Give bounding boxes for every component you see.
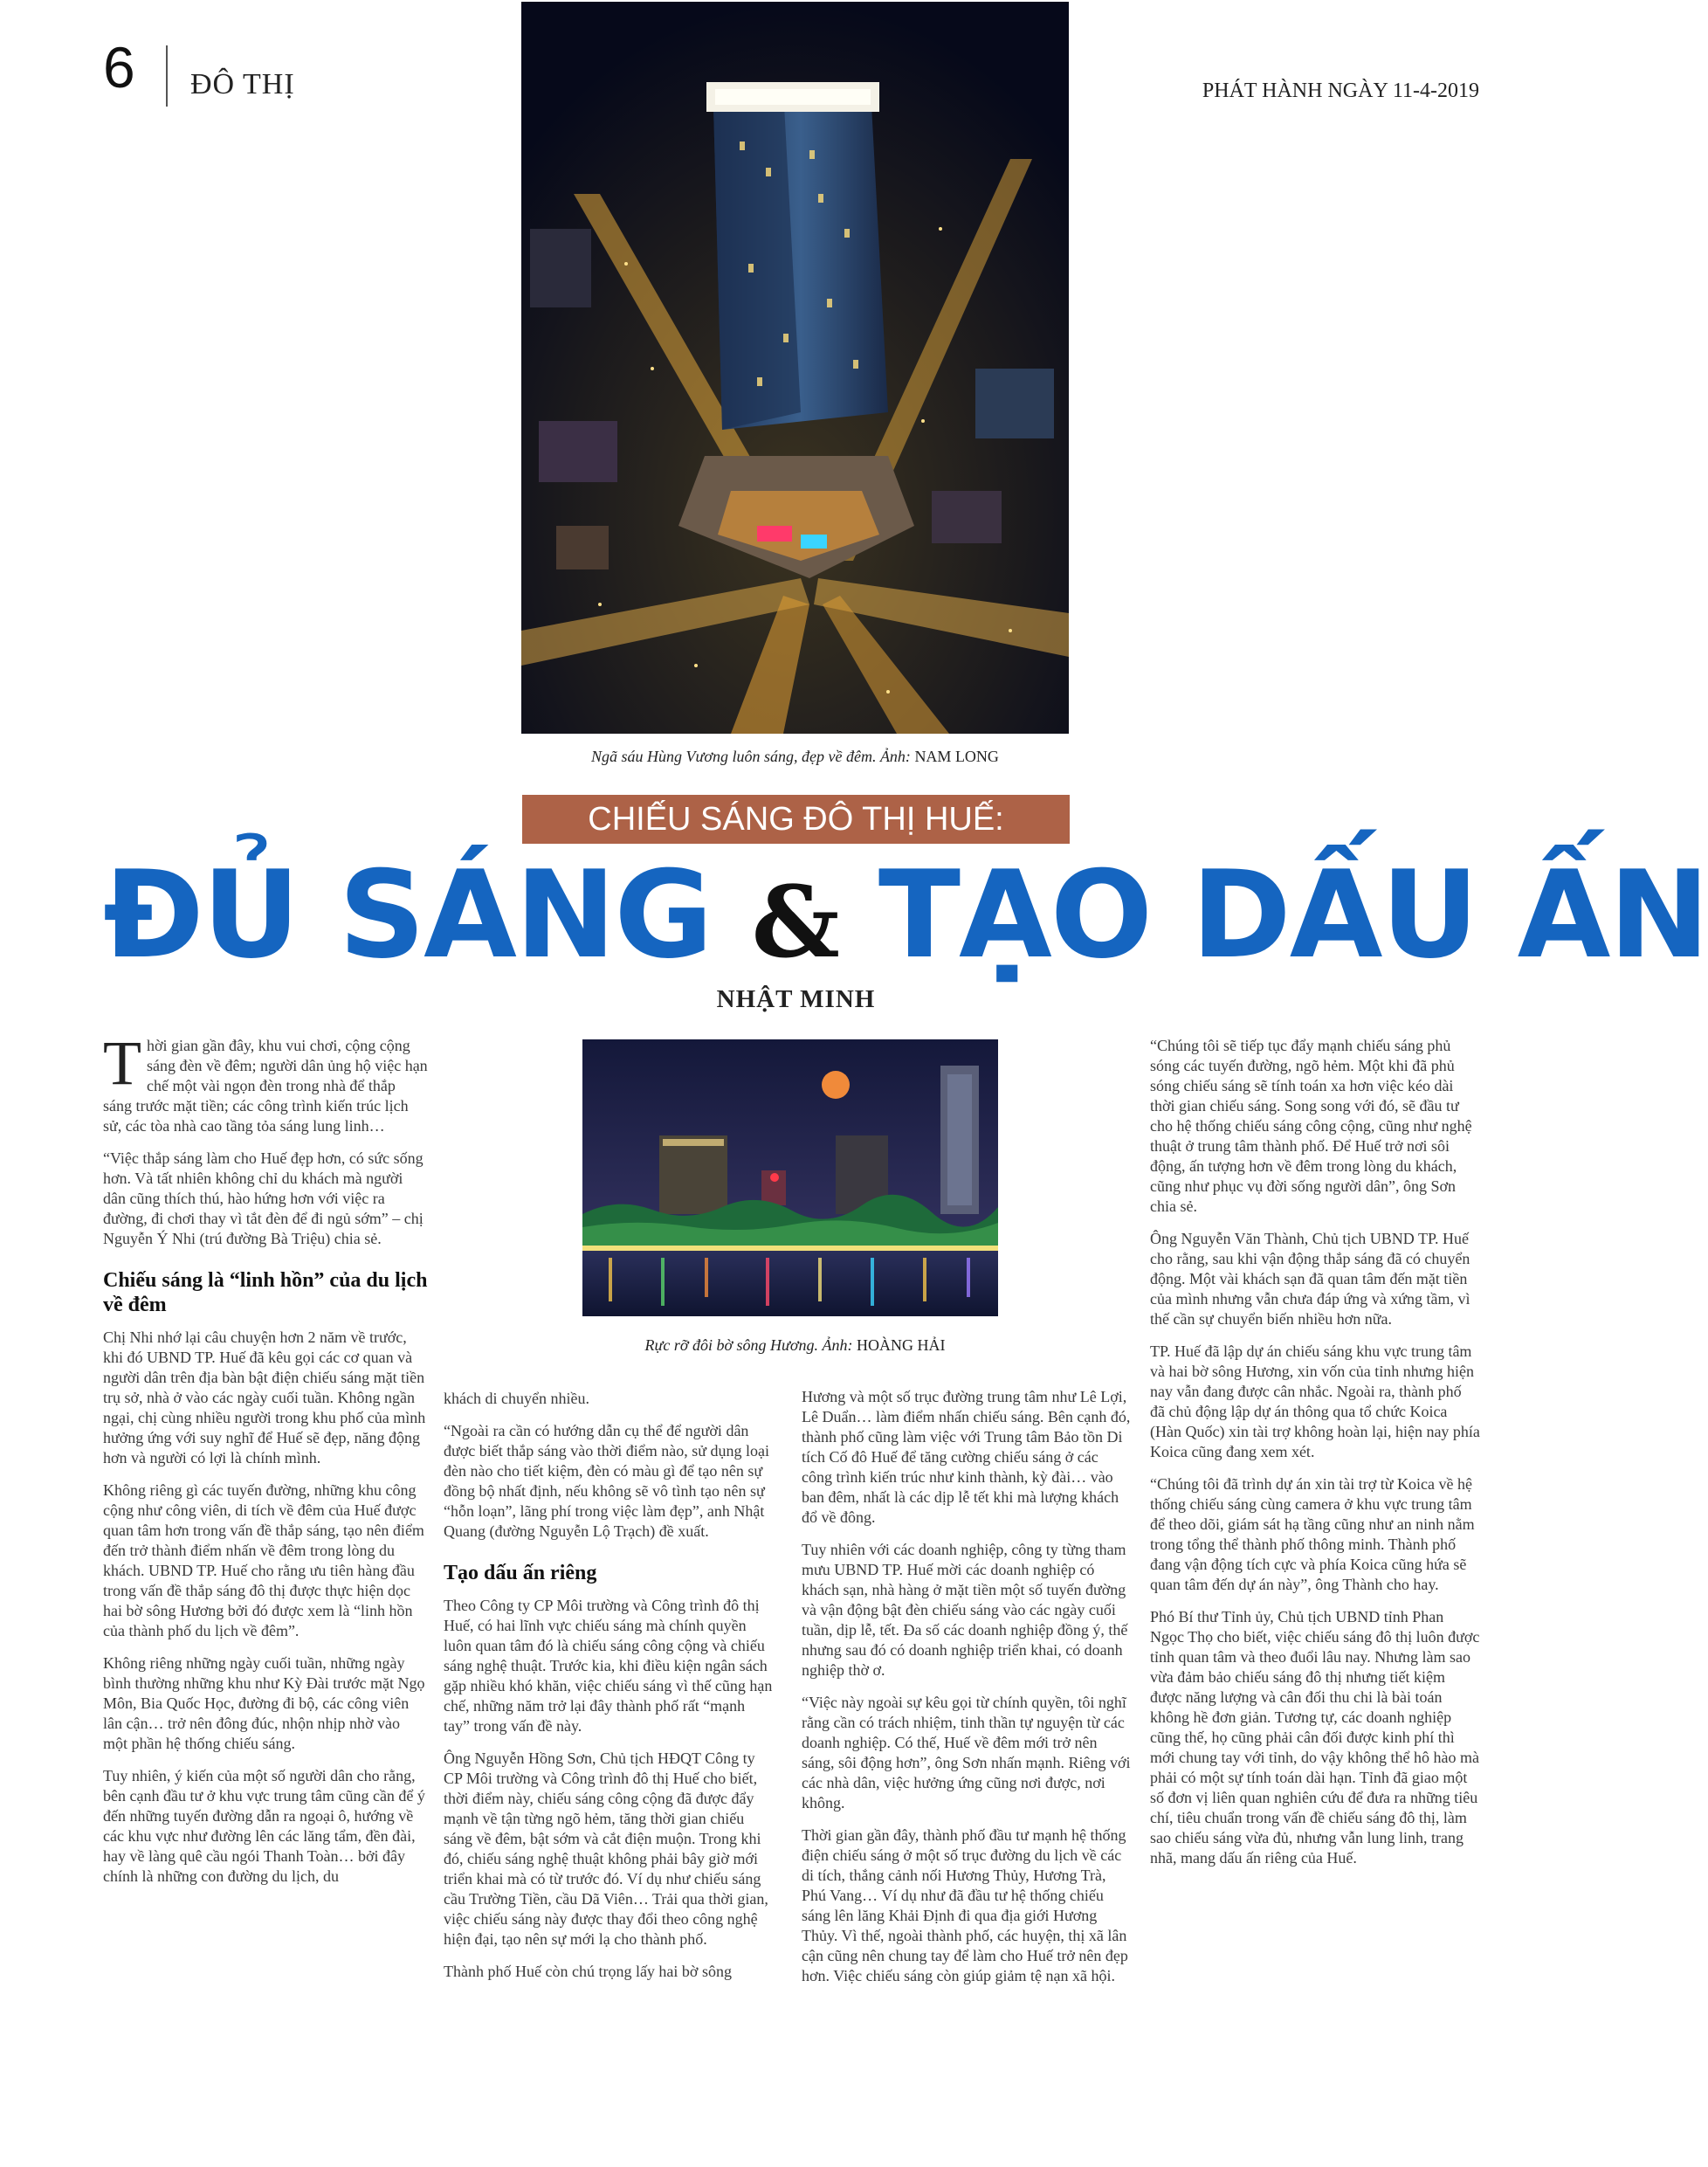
- lead-text: hời gian gần đây, khu vui chơi, cộng cộng sáng đèn về đêm; người dân ủng hộ việc hạn chế một vài ngọn đèn trong nhà để thắp sáng trước mặt tiền; các công trình kiến trúc lịch sử, các tòa nhà cao tầng tỏa sáng lung linh…: [103, 1037, 428, 1135]
- headline: [103, 845, 1708, 985]
- article-paragraph: Hương và một số trục đường trung tâm như Lê Lợi, Lê Duẩn… làm điểm nhấn chiếu sáng. Bên cạnh đó, thành phố cũng làm việc với Trung tâm Bảo tồn Di tích Cố đô Huế để tăng cường chiếu sáng ở các công trình kiến trúc như kinh thành, kỳ đài… vào ban đêm, nhất là các dịp lễ tết khi mà lượng khách đổ về đông.: [802, 1388, 1131, 1526]
- drop-cap: T: [103, 1028, 141, 1098]
- article-paragraph: Không riêng gì các tuyến đường, những khu công cộng như công viên, di tích về đêm của Huế được quan tâm hơn trong vấn đề thắp sáng, tạo nên điểm đến trở thành điểm nhấn về đêm trong lòng du khách. UBND TP. Huế cho rằng ưu tiên hàng đầu trong vấn đề thắp sáng đô thị được thực hiện dọc hai bờ sông Hương bởi đó được xem là “linh hồn của thành phố du lịch về đêm”.: [103, 1481, 424, 1639]
- article-paragraph: [103, 1028, 428, 1136]
- subheading-own-imprint: Tạo dấu ấn riêng: [444, 1562, 597, 1584]
- article-column-1: [103, 1028, 428, 1899]
- headline-ampersand: &: [751, 866, 838, 980]
- article-paragraph: Theo Công ty CP Môi trường và Công trình đô thị Huế, có hai lĩnh vực chiếu sáng mà chính quyền luôn quan tâm đó là chiếu sáng công cộng và chiếu sáng nghệ thuật. Trước kia, khi điều kiện ngân sách gặp nhiều khó khăn, việc chiếu sáng vì thế cũng hạn chế, những năm trở lại đây thành phố rất “mạnh tay” trong vấn đề này.: [444, 1597, 773, 1735]
- article-paragraph: Thành phố Huế còn chú trọng lấy hai bờ sông: [444, 1963, 732, 1980]
- river-caption-credit: HOÀNG HẢI: [856, 1336, 946, 1354]
- hero-photo-caption: [521, 748, 1069, 766]
- section-name: ĐÔ THỊ: [190, 68, 295, 100]
- article-column-2: [444, 1389, 774, 1994]
- river-caption-text: Rực rỡ đôi bờ sông Hương. Ảnh:: [644, 1336, 853, 1354]
- article-paragraph: “Chúng tôi sẽ tiếp tục đẩy mạnh chiếu sáng phủ sóng các tuyến đường, ngõ hẻm. Một khi đã phủ sóng chiếu sáng sẽ tính toán xa hơn việc kéo dài thời gian chiếu sáng. Song song với đó, sẽ đầu tư cho hệ thống chiếu sáng công cộng, cũng như nghệ thuật ở trung tâm thành phố. Để Huế trở nơi sôi động, ấn tượng hơn về đêm trong lòng du khách, cũng như phục vụ đời sống người dân”, ông Sơn chia sẻ.: [1150, 1037, 1472, 1215]
- article-paragraph: “Chúng tôi đã trình dự án xin tài trợ từ Koica về hệ thống chiếu sáng cùng camera ở khu vực trung tâm để theo dõi, giám sát hạ tầng cũng như an ninh nằm trong tổng thể thành phố thông minh. Thành phố đang vận động tích cực và phía Koica cũng hứa sẽ quan tâm đến dự án này”, ông Thành cho hay.: [1150, 1475, 1475, 1593]
- article-paragraph: “Việc này ngoài sự kêu gọi từ chính quyền, tôi nghĩ rằng cần có trách nhiệm, tinh thần tự nguyện từ các doanh nghiệp. Có thế, Huế về đêm mới trở nên sáng, sôi động hơn”, ông Sơn nhấn mạnh. Riêng với các nhà dân, việc hưởng ứng cũng nơi được, nơi không.: [802, 1694, 1131, 1812]
- headline-kicker: CHIẾU SÁNG ĐÔ THỊ HUẾ:: [522, 795, 1070, 844]
- article-paragraph: Không riêng những ngày cuối tuần, những ngày bình thường những khu như Kỳ Đài trước mặt Ngọ Môn, Bia Quốc Học, đường đi bộ, các công viên lân cận… trở nên đông đúc, nhộn nhịp nhờ vào một phần hệ thống chiếu sáng.: [103, 1654, 425, 1752]
- article-paragraph: TP. Huế đã lập dự án chiếu sáng khu vực trung tâm và hai bờ sông Hương, xin vốn của tỉnh nhưng hiện nay vẫn đang được cân nhắc. Ngoài ra, thành phố đã chủ động lập dự án thông qua tổ chức Koica (Hàn Quốc) xin tài trợ không hoàn lại, hiện nay phía Koica cũng đang xem xét.: [1150, 1342, 1480, 1460]
- article-paragraph: Tuy nhiên, ý kiến của một số người dân cho rằng, bên cạnh đầu tư ở khu vực trung tâm cũng cần để ý đến những tuyến đường dẫn ra ngoại ô, hướng về các khu vực như đường lên các lăng tẩm, đền đài, hay về làng quê cầu ngói Thanh Toàn… bởi đây chính là những con đường du lịch, du: [103, 1767, 425, 1885]
- article-column-3: [802, 1387, 1132, 1998]
- article-column-4: [1150, 1036, 1480, 1881]
- byline: NHẬT MINH: [716, 985, 876, 1013]
- article-paragraph: Ông Nguyễn Văn Thành, Chủ tịch UBND TP. Huế cho rằng, sau khi vận động thắp sáng đã có chuyển động. Một vài khách sạn đã quan tâm đến mặt tiền của mình nhưng vẫn chưa đáp ứng và xứng tầm, vì thế cần sự chuyển biến nhiều hơn nữa.: [1150, 1230, 1470, 1328]
- header-divider: [166, 45, 168, 107]
- hero-photo-tower-at-night: [521, 2, 1069, 734]
- river-photo-illustration: [582, 1039, 998, 1316]
- headline-part-1: ĐỦ SÁNG: [103, 845, 712, 985]
- subheading-soul-of-night-tourism: Chiếu sáng là “linh hồn” của du lịch về đêm: [103, 1269, 428, 1316]
- article-paragraph: khách di chuyển nhiều.: [444, 1390, 589, 1407]
- article-paragraph: Thời gian gần đây, thành phố đầu tư mạnh hệ thống điện chiếu sáng ở một số trục đường du lịch về các di tích, thắng cảnh nối Hương Thủy, Hương Trà, Phú Vang… Ví dụ như đã đầu tư hệ thống chiếu sáng lên lăng Khải Định đi qua địa giới Hương Thủy. Vì thế, ngoài thành phố, các huyện, thị xã lân cận cũng nên chung tay để làm cho Huế trở nên đẹp hơn. Việc chiếu sáng còn giúp giảm tệ nạn xã hội.: [802, 1826, 1128, 1984]
- article-paragraph: “Việc thắp sáng làm cho Huế đẹp hơn, có sức sống hơn. Và tất nhiên không chỉ du khách mà người dân cũng thích thú, hào hứng hơn với việc ra đường, đi chơi thay vì tắt đèn để đi ngủ sớm” – chị Nguyễn Ý Nhi (trú đường Bà Triệu) chia sẻ.: [103, 1149, 424, 1247]
- article-paragraph: Ông Nguyễn Hồng Sơn, Chủ tịch HĐQT Công ty CP Môi trường và Công trình đô thị Huế cho biết, thời điểm này, chiếu sáng công cộng đã được đẩy mạnh về tận từng ngõ hẻm, tăng thời gian chiếu sáng về đêm, bật sớm và cắt điện muộn. Trong khi đó, chiếu sáng nghệ thuật không phải bây giờ mới triển khai mà có từ trước đó. Ví dụ như chiếu sáng cầu Trường Tiền, cầu Dã Viên… Trải qua thời gian, việc chiếu sáng này được thay đổi theo công nghệ hiện đại, tạo nên sự mới lạ cho thành phố.: [444, 1749, 768, 1948]
- river-photo-caption: [521, 1336, 1069, 1355]
- headline-part-2: TẠO DẤU ẤN: [878, 845, 1708, 985]
- release-date: PHÁT HÀNH NGÀY 11-4-2019: [1202, 79, 1479, 102]
- article-paragraph: Chị Nhi nhớ lại câu chuyện hơn 2 năm về trước, khi đó UBND TP. Huế đã kêu gọi các cơ quan và người dân trên địa bàn bật điện chiếu sáng mặt tiền trụ sở, nhà ở vào các ngày cuối tuần. Không ngần ngại, chị cùng nhiều người trong khu phố của mình hưởng ứng với suy nghĩ để Huế sẽ đẹp, năng động hơn và người có lợi là chính mình.: [103, 1328, 426, 1467]
- article-paragraph: “Ngoài ra cần có hướng dẫn cụ thể để người dân được biết thắp sáng vào thời điểm nào, sử dụng loại đèn nào cho tiết kiệm, đèn có màu gì để tạo nên sự đồng bộ nhất định, nếu không sẽ vô tình tạo nên sự “hỗn loạn”, lãng phí trong việc làm đẹp”, anh Nhật Quang (đường Nguyễn Lộ Trạch) đề xuất.: [444, 1422, 769, 1540]
- hero-photo-illustration: [521, 2, 1069, 734]
- article-paragraph: Phó Bí thư Tỉnh ủy, Chủ tịch UBND tỉnh Phan Ngọc Thọ cho biết, việc chiếu sáng đô thị luôn được tỉnh quan tâm và theo đuổi lâu nay. Nhưng làm sao vừa đảm bảo chiếu sáng đô thị nhưng tiết kiệm được năng lượng và cân đối thu chi là bài toán không hề đơn giản. Tương tự, các doanh nghiệp cũng thế, họ cũng phải cân đối được kinh phí thì mới chung tay với tỉnh, do vậy không thể hô hào mà phải có một sự tính toán dài hạn. Tỉnh đã giao một số đơn vị liên quan nghiên cứu để đưa ra những tiêu chí, tiêu chuẩn trong vấn đề chiếu sáng đô thị, làm sao chiếu sáng vừa đủ, nhưng vẫn lung linh, trang nhã, mang dấu ấn riêng của Huế.: [1150, 1608, 1480, 1867]
- article-paragraph: Tuy nhiên với các doanh nghiệp, công ty từng tham mưu UBND TP. Huế mời các doanh nghiệp có khách sạn, nhà hàng ở mặt tiền một số tuyến đường và vận động bật đèn chiếu sáng vào các ngày cuối tuần, dịp lễ, tết. Đa số các doanh nghiệp đồng ý, thế nhưng sau đó có doanh nghiệp triển khai, có doanh nghiệp thờ ơ.: [802, 1541, 1128, 1679]
- river-photo-night: [582, 1039, 998, 1316]
- hero-caption-text: Ngã sáu Hùng Vương luôn sáng, đẹp về đêm. Ảnh:: [591, 748, 911, 765]
- page-number: 6: [103, 35, 135, 100]
- hero-caption-credit: NAM LONG: [914, 748, 999, 765]
